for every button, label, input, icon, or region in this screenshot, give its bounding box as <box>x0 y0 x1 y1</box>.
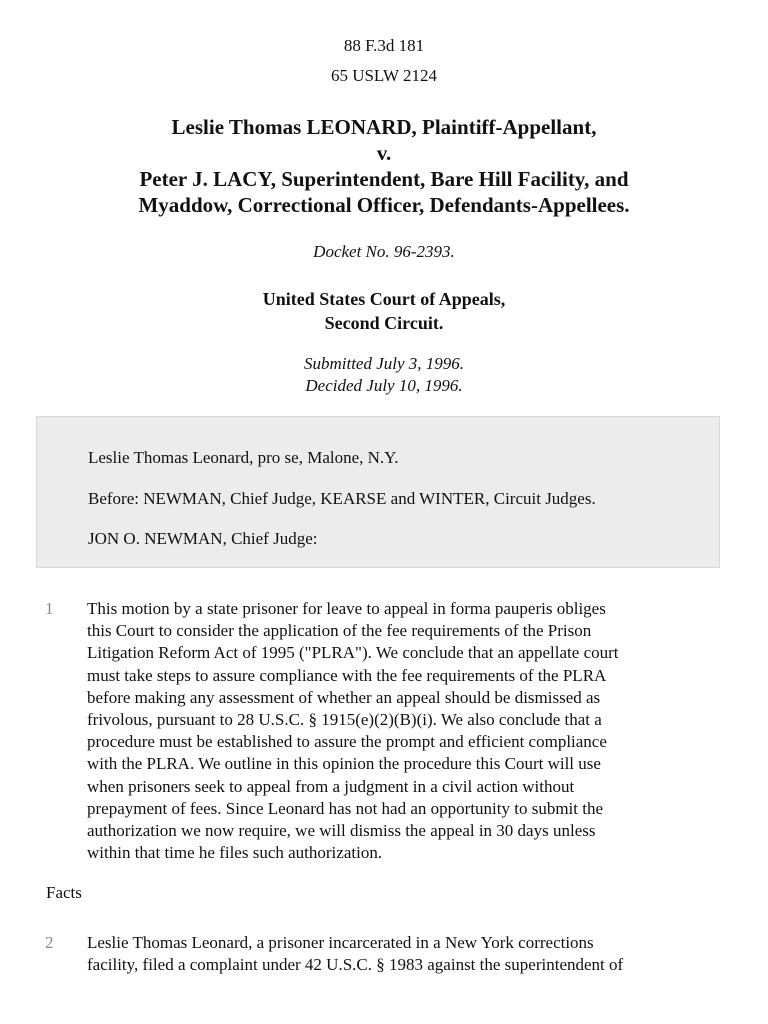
docket-number: Docket No. 96-2393. <box>313 242 455 261</box>
paragraph-number: 2 <box>45 933 54 952</box>
reporter-citation: 88 F.3d 181 <box>343 36 425 55</box>
text-line: within that time he files such authorization. <box>87 843 383 863</box>
paragraph-number: 1 <box>45 599 54 618</box>
paragraph-text <box>87 932 737 976</box>
counsel-appearance: Leslie Thomas Leonard, pro se, Malone, N.Y. <box>88 448 399 467</box>
caption-line-defendant-1: Peter J. LACY, Superintendent, Bare Hill Facility, and <box>139 167 629 191</box>
decided-date: Decided July 10, 1996. <box>305 376 463 395</box>
text-line: This motion by a state prisoner for leave to appeal in forma pauperis obliges <box>87 599 606 618</box>
text-line: authorization we now require, we will dismiss the appeal in 30 days unless <box>87 821 596 841</box>
court-name-line-2: Second Circuit. <box>324 313 444 333</box>
uslw-citation: 65 USLW 2124 <box>330 66 438 85</box>
court-name <box>0 287 768 335</box>
caption-line-plaintiff: Leslie Thomas LEONARD, Plaintiff-Appellant, <box>171 115 597 139</box>
judges-panel: Before: NEWMAN, Chief Judge, KEARSE and WINTER, Circuit Judges. <box>88 489 596 508</box>
text-line: with the PLRA. We outline in this opinion the procedure this Court will use <box>87 754 601 774</box>
text-line: Litigation Reform Act of 1995 ("PLRA"). We conclude that an appellate court <box>87 643 619 663</box>
text-line: when prisoners seek to appeal from a judgment in a civil action without <box>87 776 575 796</box>
text-line: before making any assessment of whether an appeal should be dismissed as <box>87 687 601 707</box>
counsel-panel-box <box>36 416 720 568</box>
opinion-author: JON O. NEWMAN, Chief Judge: <box>88 529 318 548</box>
facts-heading: Facts <box>46 883 82 902</box>
text-line: this Court to consider the application of the fee requirements of the Prison <box>87 621 592 641</box>
text-line: frivolous, pursuant to 28 U.S.C. § 1915(e)(2)(B)(i). We also conclude that a <box>87 710 602 730</box>
caption-line-versus: v. <box>376 141 392 165</box>
text-line: Leslie Thomas Leonard, a prisoner incarcerated in a New York corrections <box>87 933 594 952</box>
court-name-line-1: United States Court of Appeals, <box>262 289 506 309</box>
text-line: facility, filed a complaint under 42 U.S.C. § 1983 against the superintendent of <box>87 955 624 975</box>
paragraph-text <box>87 598 737 864</box>
decision-dates <box>0 353 768 397</box>
submitted-date: Submitted July 3, 1996. <box>303 354 465 373</box>
text-line: prepayment of fees. Since Leonard has not had an opportunity to submit the <box>87 798 604 818</box>
caption-line-defendant-2: Myaddow, Correctional Officer, Defendants-Appellees. <box>138 193 630 217</box>
text-line: procedure must be established to assure the prompt and efficient compliance <box>87 732 607 752</box>
case-caption <box>40 114 728 218</box>
text-line: must take steps to assure compliance with the fee requirements of the PLRA <box>87 665 607 685</box>
